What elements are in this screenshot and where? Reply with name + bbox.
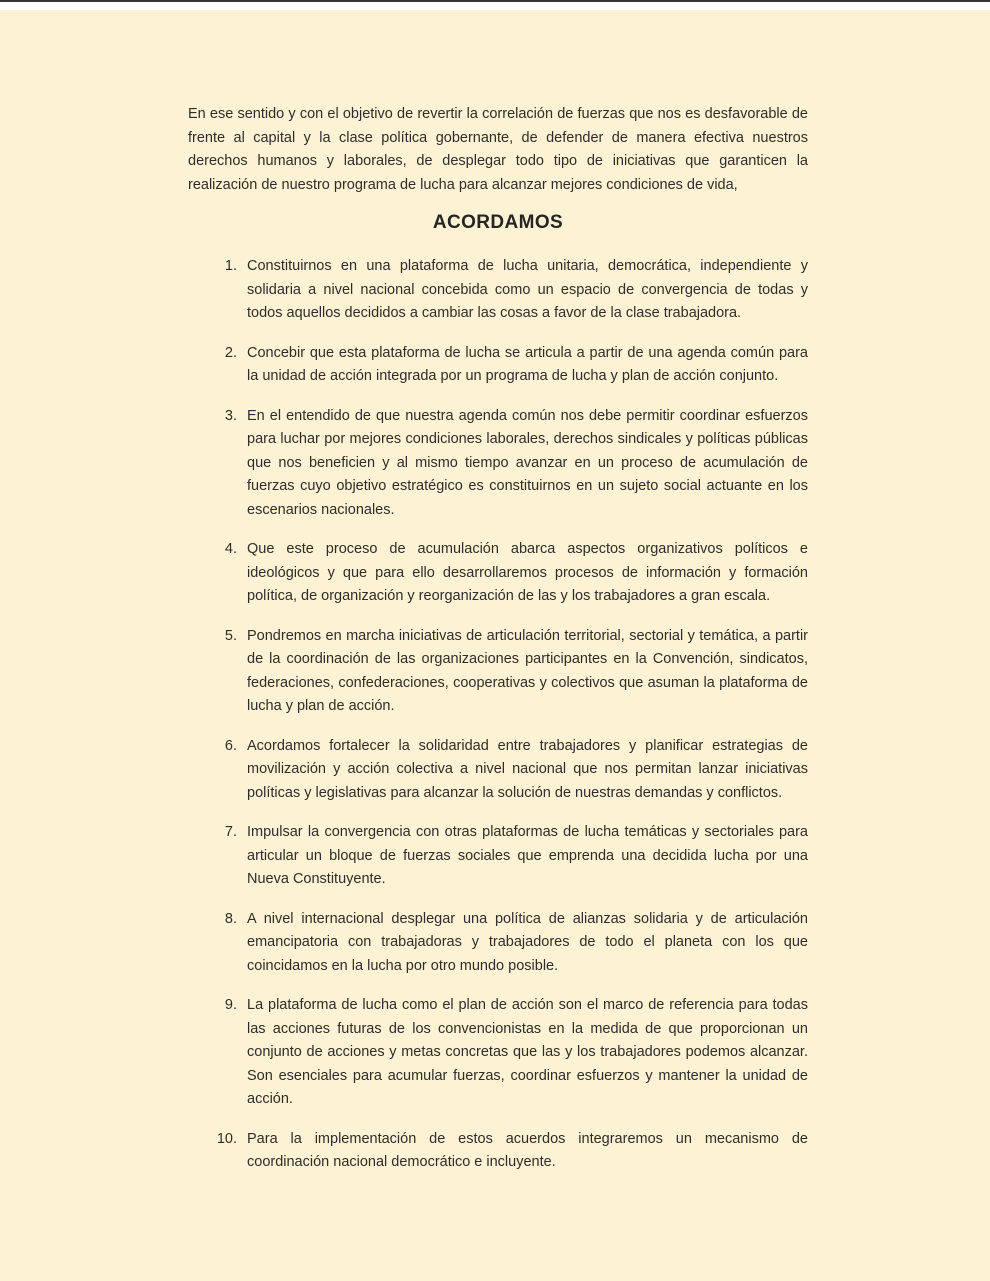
agreement-item-2 [188, 342, 808, 389]
item-number: 1. [224, 258, 237, 274]
item-text: En el entendido de que nuestra agenda común nos debe permitir coordinar esfuerzos para luchar por mejores condiciones laborales, derechos sindicales y políticas públicas que nos beneficien y al mismo tiempo avanzar en un proceso de acumulación de fuerzas cuyo objetivo estratégico es constituirnos en un sujeto social actuante en los escenarios nacionales. [247, 407, 808, 518]
acordamos-heading: ACORDAMOS [432, 212, 564, 233]
item-number: 8. [224, 910, 237, 927]
agreement-item-8 [188, 908, 808, 979]
top-edge-line [0, 0, 990, 2]
agreement-item-7 [188, 821, 808, 892]
item-text: Concebir que esta plataforma de lucha se articula a partir de una agenda común para la unidad de acción integrada por un programa de lucha y plan de acción conjunto. [247, 344, 808, 384]
item-number: 10. [216, 1130, 237, 1147]
agreement-item-5 [188, 625, 808, 719]
document-content [188, 10, 808, 1175]
document-sheet [0, 10, 990, 1281]
item-text: Pondremos en marcha iniciativas de articulación territorial, sectorial y temática, a partir de la coordinación de las organizaciones participantes en la Convención, sindicatos, federaciones, confederaciones, cooperativas y colectivos que asuman la plataforma de lucha y plan de acción. [247, 627, 808, 714]
item-number: 7. [224, 824, 237, 840]
agreement-item-9 [188, 994, 808, 1112]
intro-paragraph: En ese sentido y con el objetivo de revertir la correlación de fuerzas que nos es desfavorable de frente al capital y la clase política gobernante, de defender de manera efectiva nuestros derechos humanos y laborales, de desplegar todo tipo de iniciativas que garanticen la realización de nuestro programa de lucha para alcanzar mejores condiciones de vida, [188, 106, 808, 193]
agreement-list [188, 255, 808, 1175]
item-text: La plataforma de lucha como el plan de acción son el marco de referencia para todas las acciones futuras de los convencionistas en la medida de que proporcionan un conjunto de acciones y metas concretas que las y los trabajadores podemos alcanzar. Son esenciales para acumular fuerzas, coordinar esfuerzos y mantener la unidad de acción. [247, 997, 808, 1107]
item-number: 6. [224, 737, 237, 754]
item-number: 3. [224, 407, 237, 424]
item-text: A nivel internacional desplegar una política de alianzas solidaria y de articulación emancipatoria con trabajadoras y trabajadores de todo el planeta con los que coincidamos en la lucha por otro mundo posible. [247, 910, 808, 974]
item-text: Impulsar la convergencia con otras plataformas de lucha temáticas y sectoriales para articular un bloque de fuerzas sociales que emprenda una decidida lucha por una Nueva Constituyente. [247, 824, 808, 887]
item-text: Para la implementación de estos acuerdos integraremos un mecanismo de coordinación nacional democrático e incluyente. [247, 1130, 808, 1170]
item-text: Que este proceso de acumulación abarca aspectos organizativos políticos e ideológicos y que para ello desarrollaremos procesos de información y formación política, de organización y reorganización de las y los trabajadores a gran escala. [247, 541, 808, 604]
agreement-item-6 [188, 735, 808, 806]
item-number: 4. [224, 541, 237, 557]
item-number: 2. [224, 344, 237, 361]
agreement-item-3 [188, 405, 808, 523]
item-number: 5. [224, 627, 237, 644]
agreement-item-10 [188, 1128, 808, 1175]
item-text: Constituirnos en una plataforma de lucha unitaria, democrática, independiente y solidaria a nivel nacional concebida como un espacio de convergencia de todas y todos aquellos decididos a cambiar las cosas a favor de la clase trabajadora. [247, 258, 808, 321]
agreement-item-4 [188, 538, 808, 609]
item-number: 9. [224, 997, 237, 1013]
agreement-item-1 [188, 255, 808, 326]
item-text: Acordamos fortalecer la solidaridad entre trabajadores y planificar estrategias de movilización y acción colectiva a nivel nacional que nos permitan lanzar iniciativas políticas y legislativas para alcanzar la solución de nuestras demandas y conflictos. [247, 737, 808, 801]
